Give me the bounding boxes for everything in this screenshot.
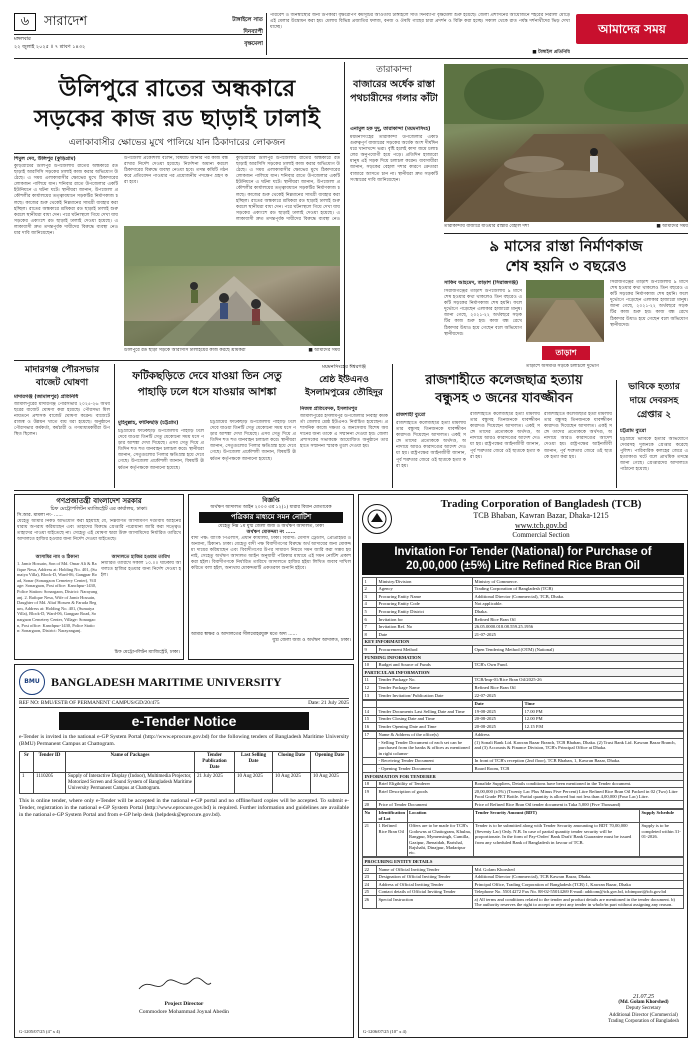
table-cell: 22-07-2025	[473, 691, 684, 699]
gov-notice-ref: সি.আর. মামলা নং- ......	[17, 513, 63, 518]
madargonj-headline: মাদারগঞ্জ পৌরসভার বাজেট ঘোষণা	[24, 365, 100, 388]
table-cell: 12.00 PM	[523, 715, 684, 723]
table-cell: Address	[473, 731, 684, 739]
tcb-website: www.tcb.gov.bd	[514, 521, 568, 530]
nine-months-stamp: তাড়াশ	[542, 346, 590, 360]
table-row	[363, 661, 684, 669]
table-cell: 13	[363, 691, 377, 699]
table-row	[363, 822, 684, 857]
table-row	[363, 691, 684, 699]
table-cell: 1	[363, 578, 377, 586]
table-cell: Tender Invitation/ Publication Date	[377, 691, 473, 699]
bmu-intro: e-Tender is invited in the national e-GP System Portal (http://www.eprocure.gov.bd) for the following tenders of Bangladesh Maritime University (BMU) Permanent Campus at Chattogram.	[19, 734, 349, 747]
summons-body: বাদী পক্ষ: ব্যাংক পিএলসি, প্রধান কার্যালয়, ঢাকা। বিবাদী: মেসার্স ট্রেডার্স, প্রোপ্রাইটর ও অন্যান্য, ঠিকানা: ঢাকা। যেহেতু বাদী পক্ষ বিবাদীগণের বিরুদ্ধে অর্থ আদায়ের জন্য মোকদ্দমা দায়ের করিয়াছেন এবং বিবাদীগণের উপর সাধারণ নিয়মে সমন জারি করা সম্ভব হয় নাই, সেহেতু অর্থঋণ আদালত আইন অনুযায়ী পত্রিকার মাধ্যমে এই সমন নোটিশ প্রকাশ করা হইল। বিবাদীগণকে নির্ধারিত তারিখে আদালতে হাজির হইয়া লিখিত জবাব দাখিল করিতে বলা হইল, অন্যথায় মোকদ্দমাটি একতরফা শুনানি হইবে।	[191, 536, 351, 572]
table-cell: Invitation for	[377, 615, 473, 623]
table-cell: Invitation Ref. No	[377, 623, 473, 631]
tarakandi-photo-caption: তারাকান্দায় বাজারে যাওয়ার রাস্তার বেহাল দশা	[444, 224, 529, 229]
table-cell: Bonafide Suppliers, Details conditions have been mentioned in the Tender document.	[473, 780, 684, 788]
issue-day: মঙ্গলবার	[14, 36, 31, 42]
summons-date-line: আমার স্বাক্ষর ও আদালতের সীলমোহরযুক্ত মতে অদ্য ......	[191, 632, 297, 637]
ear-line-2: দিনব্যাপী	[243, 29, 263, 35]
table-cell: - Opening Tender Document	[377, 765, 473, 773]
table-cell: 21-07-2025	[473, 631, 684, 639]
gov-notice-body: যেহেতু আমার নিকট অভিযোগ করা হইয়াছে যে, নিম্নবর্ণিত আসামিগণ দণ্ডবিধি আইনের ধারায় অপরাধ করিয়াছেন এবং তাহাদের বিরুদ্ধে গ্রেপ্তারি পরোয়ানা জারি করা সত্ত্বেও তাহাদের পাওয়া যাইতেছে না। সেহেতু এই ঘোষণা দ্বারা উক্ত আসামিদের নির্ধারিত তারিখে আদালতে হাজির হওয়ার জন্য নির্দেশ দেওয়া যাইতেছে।	[17, 519, 181, 543]
rajshahi-body-col-1: রাজশাহীতে কলেজছাত্র হত্যা মামলায় তার বন্ধুসহ তিনজনকে যাবজ্জীবন কারাদণ্ড দিয়েছেন আদালত। একই সঙ্গে তাদের প্রত্যেককে অর্থদণ্ড, অনাদায়ে আরও কারাদণ্ডের আদেশ দেওয়া হয়। রাষ্ট্রপক্ষের আইনজীবী জানান, পূর্ব শত্রুতার জেরে ওই ছাত্রকে হত্যা করা হয়।	[396, 421, 466, 469]
vabi-headline-1: ভাবিকে হত্যার	[628, 382, 680, 392]
bmu-table-header	[20, 752, 349, 773]
lead-headline-2: সড়কের কাজ রড ছাড়াই ঢালাই	[34, 106, 320, 132]
table-cell: 19	[363, 788, 377, 801]
nine-months-byline: সাকিব আহমেদ, তাড়াশ (সিরাজগঞ্জ)	[444, 280, 519, 286]
fatikchhari-headline: ফটিকছড়িতে দেবে যাওয়া তিন সেতু পাহাড়ি ঢলে ধসে যাওয়ার আশঙ্কা	[132, 370, 282, 398]
tcb-date-col: Date	[473, 700, 523, 708]
bmu-cell-open: 10 Aug 2025	[311, 773, 349, 794]
summons-sign: যুগ্ম জেলা জজ ও অর্থঋণ আদালত, ঢাকা।	[272, 638, 351, 643]
fatikchhari-body-col-1: চট্টগ্রামের ফটিকছড়ি উপজেলায় পাহাড়ি ঢলে দেবে যাওয়া তিনটি সেতু যেকোনো সময় ধসে পড়ার আশঙ্কা দেখা দিয়েছে। এসব সেতু দিয়ে প্রতিদিন শত শত যানবাহন চলাচল করে। স্থানীয়রা জানান, সেতুগুলোর পিলার ক্ষতিগ্রস্ত হয়ে দেবে গেছে। উপজেলা প্রকৌশলী জানান, বিষয়টি ঊর্ধ্বতন কর্তৃপক্ষকে জানানো হয়েছে।	[118, 429, 204, 471]
tcb-lot-col-location: Location	[407, 809, 473, 822]
table-row	[363, 739, 684, 757]
table-cell: Budget and Source of Funds	[377, 661, 473, 669]
table-row	[363, 631, 684, 639]
table-row	[363, 684, 684, 692]
nine-months-body-col-1: সিরাজগঞ্জের তাড়াশ উপজেলায় ৯ মাসে শেষ হওয়ার কথা থাকলেও তিন বছরেও একটি সড়কের নির্মাণকাজ শেষ হয়নি। ফলে দুর্ভোগে পড়েছেন এলাকার হাজারো মানুষ। জানা গেছে, ২০২১-২২ অর্থবছরে সড়কটির কাজ শুরু হয়। কাজ বন্ধ রেখে ঠিকাদার উধাও হয়ে গেছেন বলে অভিযোগ স্থানীয়দের।	[444, 289, 522, 337]
tarakandi-photo	[444, 64, 688, 222]
table-cell	[363, 757, 377, 765]
tcb-lot-schedule: Supply is to be completed within 31-01-2026.	[640, 822, 684, 857]
tcb-sign-title-3: Trading Corporation of Bangladesh	[607, 1018, 679, 1024]
table-cell: Name & Address of the office(s)	[377, 731, 473, 739]
madargonj-byline: মাদারগঞ্জ (জামালপুর) প্রতিনিধি	[14, 394, 79, 400]
table-cell: Brief Eligibility of Tenderer	[377, 780, 473, 788]
tcb-headline-1: Invitation For Tender (National) for Purchase of	[394, 546, 652, 558]
tcb-lot-id: 1 Refined Rice Bran Oil	[377, 822, 408, 857]
tcb-lot-col-no: No	[363, 809, 377, 822]
table-row	[363, 715, 684, 723]
summons-banner: পত্রিকার মাধ্যমে সমন নোটিশ	[199, 512, 343, 523]
ishwarganj-kicker: ময়মনসিংহের ঈশ্বরগঞ্জ	[322, 364, 366, 370]
table-cell: a) All terms and conditions related to the tender and product details are mentioned in the tender document. b) The authority reserves the right to accept or reject any tender in whole/in part without assigning any reason.	[473, 896, 684, 909]
bmu-sign-title: Project Director	[164, 1001, 204, 1007]
gov-notice-left-label: আসামির নাম ও ঠিকানা	[35, 555, 79, 560]
tcb-headline-2: 20,00,000 (±5%) Litre Refined Rice Bran Oil	[406, 560, 640, 572]
lead-body-col-2: উপজেলা প্রকৌশলী বলেন, বিষয়টি জানার পর কাজ বন্ধ রাখার নির্দেশ দেওয়া হয়েছে। নির্দেশনা অমান্য করলে ঠিকাদারের বিরুদ্ধে ব্যবস্থা নেওয়া হবে। তদন্ত কমিটি গঠন করে প্রতিবেদন পাওয়ার পর প্রয়োজনীয় পদক্ষেপ গ্রহণ করা হবে।	[124, 156, 228, 186]
tohid-body: জামালপুরের ইসলামপুর উপজেলার নির্বাহী কর্মকর্তা জেলার শ্রেষ্ঠ ইউএনও নির্বাচিত হয়েছেন। প্রশাসনিক কাজে দক্ষতা ও জনসেবায় বিশেষ অবদানের জন্য তাকে এ সম্মাননা দেওয়া হয়। জেলা প্রশাসকের সভাকক্ষে আয়োজিত অনুষ্ঠানে তার হাতে সম্মাননা স্মারক তুলে দেওয়া হয়।	[300, 414, 388, 450]
tohid-headline: শ্রেষ্ঠ ইউএনও ইসলামপুরের তৌহিদুর	[305, 375, 383, 398]
tcb-sign-title-2: Additional Director (Commercial)	[609, 1012, 678, 1018]
tcb-lot-table	[362, 809, 684, 858]
ear-line-1: টাঙ্গাইলে সাত	[232, 17, 263, 23]
table-row	[363, 731, 684, 739]
table-cell: Address of Official Inviting Tender	[377, 881, 473, 889]
tcb-tender	[358, 494, 688, 1038]
table-cell: 20,00,000 (±5%) (Twenty Lac Plus Minus Five Percent) Litre Refined Rice Bran Oil Packed in 02 (Two) Litre Food Grade PET Bottle. Partial quantity is allowed but not less than 4,00,000 (Four Lac) Litre.	[473, 788, 684, 801]
table-cell: Procuring Entity Code	[377, 600, 473, 608]
table-row	[363, 788, 684, 801]
table-cell: Procuring Entity District	[377, 608, 473, 616]
lead-body-col-3: কুড়িগ্রামের উলিপুর উপজেলায় রাতের অন্ধকারে রড ছাড়াই আরসিসি সড়কের ঢালাই কাজ করার অভিযোগ উঠেছে। এ সময় এলাকাবাসীর ক্ষোভের মুখে ঠিকাদারের লোকজন পালিয়ে যান। শনিবার রাতে উপজেলার একটি ইউনিয়নে এ ঘটনা ঘটে। স্থানীয়রা জানান, উপজেলা প্রকৌশলীর কার্যালয়ের তত্ত্বাবধানে সড়কটির নির্মাণকাজ চলছে। কাজের শুরু থেকেই নিম্নমানের সামগ্রী ব্যবহার করা হচ্ছিল। রাতের অন্ধকারে শ্রমিকরা রড ছাড়াই ঢালাই শুরু করলে স্থানীয়রা বাধা দেন। পরে ঘটনাস্থলে গিয়ে দেখা যায় সড়কের একাংশে রড ছাড়াই ঢালাই দেওয়া হয়েছে। এলাকাবাসী দ্রুত তদন্তপূর্বক দায়ীদের বিরুদ্ধে ব্যবস্থা নেও	[236, 156, 340, 222]
nine-months-photo	[526, 280, 604, 342]
vabi-body: চট্টগ্রামে ভাবিকে হত্যার অভিযোগে দেবরসহ দুজনকে গ্রেপ্তার করেছে পুলিশ। পারিবারিক কলহের জেরে এ হত্যাকাণ্ড ঘটে বলে প্রাথমিক তদন্তে জানা গেছে। গ্রেপ্তারদের আদালতে পাঠানো হয়েছে।	[620, 437, 688, 473]
lead-body-col-1: কুড়িগ্রামের উলিপুর উপজেলায় রাতের অন্ধকারে রড ছাড়াই আরসিসি সড়কের ঢালাই কাজ করার অভিযোগ উঠেছে। এ সময় এলাকাবাসীর ক্ষোভের মুখে ঠিকাদারের লোকজন পালিয়ে যান। শনিবার রাতে উপজেলার একটি ইউনিয়নে এ ঘটনা ঘটে। স্থানীয়রা জানান, উপজেলা প্রকৌশলীর কার্যালয়ের তত্ত্বাবধানে সড়কটির নির্মাণকাজ চলছে। কাজের শুরু থেকেই নিম্নমানের সামগ্রী ব্যবহার করা হচ্ছিল। রাতের অন্ধকারে শ্রমিকরা রড ছাড়াই ঢালাই শুরু করলে স্থানীয়রা বাধা দেন। পরে ঘটনাস্থলে গিয়ে দেখা যায় সড়কের একাংশে রড ছাড়াই ঢালাই দেওয়া হয়েছে। এলাকাবাসী দ্রুত তদন্তপূর্বক দায়ীদের বিরুদ্ধে ব্যবস্থা নেওয়ার দাবি জানিয়েছেন।	[14, 164, 118, 237]
table-cell: Designation of Official Inviting Tender	[377, 873, 473, 881]
lead-subhead: এলাকাবাসীর ক্ষোভের মুখে পালিয়ে যান ঠিকাদারের লোকজন	[68, 138, 286, 148]
tarakandi-byline: এনামুল হক দুদু, তারাকান্দা (ময়মনসিংহ)	[350, 126, 431, 132]
bmu-col-pub: Tender Publication Date	[195, 752, 235, 773]
tcb-section-fund: FUNDING INFORMATION	[363, 653, 684, 661]
tcb-table-2	[362, 731, 684, 809]
nine-months-caption: তাড়াশে অসমাপ্ত সড়কে চলাচলে দুর্ভোগ	[526, 364, 599, 369]
bmu-col-open: Opening Date	[311, 752, 349, 773]
rajshahi-body-col-2: রাজশাহীতে কলেজছাত্র হত্যা মামলায় তার বন্ধুসহ তিনজনকে যাবজ্জীবন কারাদণ্ড দিয়েছেন আদালত। একই সঙ্গে তাদের প্রত্যেককে অর্থদণ্ড, অনাদায়ে আরও কারাদণ্ডের আদেশ দেওয়া হয়। রাষ্ট্রপক্ষের আইনজীবী জানান, পূর্ব শত্রুতার জেরে ওই ছাত্রকে হত্যা করা হয়।	[470, 412, 540, 460]
table-cell: 26	[363, 896, 377, 909]
table-cell: 10	[363, 661, 377, 669]
vabi-byline: চট্টগ্রাম ব্যুরো	[620, 428, 647, 434]
tcb-lot-header	[363, 809, 684, 822]
table-cell: Price of Tender Document	[377, 801, 473, 809]
gov-notice-title: গণপ্রজাতন্ত্রী বাংলাদেশ সরকার	[56, 497, 142, 505]
table-cell: 7	[363, 623, 377, 631]
table-cell: 8	[363, 631, 377, 639]
nine-months-photo-scene	[526, 280, 604, 342]
table-cell: Procuring Entity Name	[377, 593, 473, 601]
table-row	[363, 608, 684, 616]
nine-months-headline-2: শেষ হয়নি ৩ বছরেও	[505, 257, 627, 275]
bmu-cell-close: 10 Aug 2025	[273, 773, 311, 794]
table-row	[363, 600, 684, 608]
madargonj-body: জামালপুরের মাদারগঞ্জ পৌরসভার ২০২৫-২৬ অর্থবছরের বাজেট ঘোষণা করা হয়েছে। পৌরসভা মিলনায়তনে প্রশাসক বাজেট ঘোষণা করেন। বাজেটে রাজস্ব ও উন্নয়ন খাতে ব্যয় ধরা হয়েছে। অনুষ্ঠানে পৌরসভার কর্মকর্তা, কর্মচারী ও গণমাধ্যমকর্মীরা উপস্থিত ছিলেন।	[14, 402, 110, 438]
table-cell: Brief Description of goods	[377, 788, 473, 801]
tarakandi-photo-scene	[444, 64, 688, 222]
table-cell: - Selling Tender Document of each set can be purchased from the banks & offices as mentioned in right column-	[377, 739, 473, 757]
issue-date: ২২ জুলাই ২০২৫ ॥ ৭ শ্রাবণ ১৪৩২	[14, 44, 86, 50]
table-row	[363, 873, 684, 881]
table-row	[363, 888, 684, 896]
bmu-sign-name: Commodore Mohammad Joynal Abedin	[139, 1009, 229, 1015]
table-cell: 11	[363, 676, 377, 684]
table-cell: Tender Closing Date and Time	[377, 715, 473, 723]
tarakandi-headline: বাজারের অর্ধেক রাস্তা পথচারীদের গলার কাঁটা	[350, 79, 438, 104]
table-row	[20, 773, 349, 794]
table-row	[363, 866, 684, 874]
top-story-byline: ■ টাঙ্গাইল প্রতিনিধি	[532, 50, 570, 55]
tcb-sign-name: (Md. Golam Khorshed)	[618, 1000, 669, 1006]
tcb-lot-no: 21	[363, 822, 377, 857]
gov-notice	[14, 494, 184, 660]
table-cell: Refined Rice Bran Oil	[473, 684, 684, 692]
vabi-headline	[620, 380, 688, 424]
ear-box	[213, 14, 263, 52]
tcb-section-key: KEY INFORMATION	[363, 638, 684, 646]
table-cell: 19-08-2025	[473, 708, 523, 716]
bmu-gcode: G-1205/07/25 (4" x 4)	[19, 1029, 61, 1034]
table-cell: 18	[363, 780, 377, 788]
tcb-emblem-icon	[366, 508, 388, 530]
tcb-sign-date: 21.07.25	[632, 993, 654, 1000]
tcb-date-table	[362, 700, 684, 731]
lead-byline: শিমুল দেব, উলিপুর (কুড়িগ্রাম)	[14, 156, 76, 162]
table-cell: 6	[363, 615, 377, 623]
bmu-title: BANGLADESH MARITIME UNIVERSITY	[51, 675, 282, 689]
table-row	[363, 881, 684, 889]
bmu-cell-pub: 21 July 2025	[195, 773, 235, 794]
nine-months-headline-1: ৯ মাসের রাস্তা নির্মাণকাজ	[489, 237, 643, 255]
table-row	[363, 578, 684, 586]
table-cell	[363, 739, 377, 757]
table-cell: 12.15 P.M	[523, 723, 684, 731]
rajshahi-byline: রাজশাহী ব্যুরো	[396, 412, 426, 418]
table-cell: 17.00 PM	[523, 708, 684, 716]
lead-headline-1: উলিপুরে রাতের অন্ধকারে	[58, 76, 296, 102]
bmu-footer: This is online tender, where only e-Tender will be accepted in the national e-GP portal and no offline/hard copies will be accepted. To submit e-Tender, registration in the national e-GP System Portal (http://www.eprocure.gov.bd) is required. Further information and guidelines are available in the national e-GP System Portal and from e-GP help desk (helpdesk@eprocure.gov.bd).	[19, 798, 349, 818]
bmu-col-package: Name of Packages	[66, 752, 195, 773]
table-cell: 20-08-2025	[473, 715, 523, 723]
table-row	[363, 646, 684, 654]
rajshahi-headline-1: রাজশাহীতে কলেজছাত্র হত্যায়	[425, 373, 583, 388]
table-cell: Name of Official Inviting Tender	[377, 866, 473, 874]
table-row	[363, 757, 684, 765]
gov-notice-right-body: নির্ধারিত তারিখে সকাল ১০.০০ ঘটিকায় আদালতে হাজির হওয়ার জন্য নির্দেশ দেওয়া হইল।	[100, 561, 181, 579]
table-cell: Refined Rice Bran Oil	[473, 615, 684, 623]
table-row	[363, 585, 684, 593]
table-cell: Tender Package Name	[377, 684, 473, 692]
table-cell: Open Tendering Method (OTM) (National)	[473, 646, 684, 654]
table-row	[363, 765, 684, 773]
table-cell: 4	[363, 600, 377, 608]
table-cell: Trading Corporation of Bangladesh (TCB)	[473, 585, 684, 593]
table-cell: 26.05.0000.018.08.559.25.1956	[473, 623, 684, 631]
tcb-sign-title-1: Deputy Secretary	[626, 1006, 661, 1012]
table-cell: Ministry/Division	[377, 578, 473, 586]
fatikchhari-body-col-2: চট্টগ্রামের ফটিকছড়ি উপজেলায় পাহাড়ি ঢলে দেবে যাওয়া তিনটি সেতু যেকোনো সময় ধসে পড়ার আশঙ্কা দেখা দিয়েছে। এসব সেতু দিয়ে প্রতিদিন শত শত যানবাহন চলাচল করে। স্থানীয়রা জানান, সেতুগুলোর পিলার ক্ষতিগ্রস্ত হয়ে দেবে গেছে। উপজেলা প্রকৌশলী জানান, বিষয়টি ঊর্ধ্বতন কর্তৃপক্ষকে জানানো হয়েছে।	[210, 420, 296, 462]
tcb-lot-security: Tender is to be submitted along with Tender Security amounting to BDT 70,00,000 (Seventy Lac) Only. N.B. In case of partial quantity tender security will be proportionate. In the form of Pay-Order/ Bank Draft/ Bank Guarantee must be issued from any scheduled Bank of Bangladesh in favour of TCB.	[473, 822, 639, 857]
table-cell: Tender Package No.	[377, 676, 473, 684]
bmu-cell-sr: 1	[20, 773, 34, 794]
tcb-section-tenderer: INFORMATION FOR TENDERER	[363, 773, 684, 781]
table-cell: 22	[363, 866, 377, 874]
gov-notice-left-body: 1. Jamir Hossain, Son of Md. Omar Ali & Rafique Nesa, Address at: Holding No. 401, (Sumaiya Villa), Block-D, Ward-06, Gangpar Road, Sonar (Sonargaon Cemetery Center), Village: Sonargaon, Post office: Kanchpur-1430, Police Station: Sonargaon, District: Narayanganj. 2. Rafique Nesa, Wife of Jamir Hossain, Daughter of Md. Altaf Hossen & Faruda Begum, Address at: Holding No. 401, (Sumaiya Villa), Block-D, Ward-06, Gangpar Road, Sonargaon Cemetery Center, Village: Sonargaon, Post office: Kanchpur-1430, Police Station: Sonargaon, District: Narayanganj.	[17, 561, 98, 634]
tcb-table-3	[362, 857, 684, 909]
table-cell: In front of TCB's reception (2nd floor), TCB Bhaban, 1, Kawran Bazar, Dhaka.	[473, 757, 684, 765]
bmu-signature	[135, 975, 215, 995]
summons-court: যেহেতু নিম্ন ১ম যুগ্ম জেলা জজ ও অর্থঋণ আদালত, ঢাকা	[218, 524, 324, 529]
bmu-date: Date: 21 July 2025	[308, 700, 349, 706]
table-cell: 3	[363, 593, 377, 601]
section-title: সারাদেশ	[44, 14, 88, 29]
summons-case: অর্থঋণ মোকদ্দমা নং ......	[246, 530, 296, 535]
table-cell: 12	[363, 684, 377, 692]
table-cell: 16	[363, 723, 377, 731]
table-cell: Special Instruction	[377, 896, 473, 909]
tcb-section: Commercial Section	[512, 531, 570, 539]
bmu-col-sr: Sr	[20, 752, 34, 773]
table-cell: Principal Office, Trading Corporation of Bangladesh (TCB) 1, Kawran Bazar, Dhaka	[473, 881, 684, 889]
gov-notice-subtitle: চিফ মেট্রোপলিটন ম্যাজিস্ট্রেট এর কার্যালয়, ঢাকা।	[50, 506, 148, 512]
bmu-cell-package: Supply of Interactive Display (Indoor), Multimedia Projector, Motorized Screen and Sound System of Bangladesh Maritime University Permanent Campus at Chattogram.	[66, 773, 195, 794]
table-cell: Procurement Method	[377, 646, 473, 654]
table-cell: Ministry of Commerce.	[473, 578, 684, 586]
table-cell: TCB's Own Fund.	[473, 661, 684, 669]
table-cell: Tender Opening Date and Time	[377, 723, 473, 731]
tcb-logo	[362, 504, 392, 534]
table-row	[363, 593, 684, 601]
bmu-col-close: Closing Date	[273, 752, 311, 773]
table-row	[363, 780, 684, 788]
fatikchhari-byline: মুহিবুল্লাহ, ফটিকছড়ি (চট্টগ্রাম)	[118, 420, 179, 426]
table-cell: Tender Documents Last Selling Date and Time	[377, 708, 473, 716]
lead-photo	[124, 226, 340, 346]
tcb-address: TCB Bhaban, Kawran Bazar, Dhaka-1215	[473, 511, 609, 520]
table-cell: (1) Sonali Bank Ltd. Kawran Bazar Branch, TCB Bhaban, Dhaka. (2) Trust Bank Ltd. Kawran Bazar Branch, and (3) Accounts & Finance Division, TCB's Principal Office at Dhaka.	[473, 739, 684, 757]
tcb-lot-col-id: Identification of Lot	[378, 810, 406, 821]
table-cell: 24	[363, 881, 377, 889]
table-cell: Md. Golam Khorshed	[473, 866, 684, 874]
bmu-cell-sell: 10 Aug 2025	[235, 773, 273, 794]
table-cell	[363, 765, 377, 773]
table-cell: Price of Refined Rice Bran Oil tender document is Taka 5,000 (Five Thousand)	[473, 801, 684, 809]
tcb-time-col: Time	[523, 700, 684, 708]
tohid-byline: নিজস্ব প্রতিবেদক, ইসলামপুর	[300, 406, 358, 412]
bmu-cell-id: 1110205	[34, 773, 66, 794]
table-cell: 20	[363, 801, 377, 809]
summons-notice	[188, 494, 354, 660]
table-row	[363, 723, 684, 731]
summons-title: বিজ্ঞপ্তি	[262, 497, 280, 504]
ear-line-3: বৃক্ষমেলা	[244, 41, 263, 47]
table-row	[363, 623, 684, 631]
tcb-gcode: G-1206/07/25 (10" x 4)	[363, 1029, 407, 1034]
table-cell: TCB/Imp-01/Rice Bran Oil/2025-26	[473, 676, 684, 684]
table-cell: Agency	[377, 585, 473, 593]
tcb-title: Trading Corporation of Bangladesh (TCB)	[440, 498, 642, 510]
table-cell: 15	[363, 715, 377, 723]
table-cell: 14	[363, 708, 377, 716]
table-cell: - Receiving Tender Document	[377, 757, 473, 765]
gov-notice-sign: চিফ মেট্রোপলিটন ম্যাজিস্ট্রেট, ঢাকা।	[114, 650, 180, 655]
vabi-headline-2: দায়ে দেবরসহ	[629, 396, 679, 406]
bmu-tender-table	[19, 751, 349, 794]
tcb-section-official: PROCURING ENTITY DETAILS	[363, 858, 684, 866]
table-row	[363, 708, 684, 716]
tcb-lot-col-schedule: Supply Schedule	[640, 809, 684, 822]
table-cell: Board Room, TCB	[473, 765, 684, 773]
bmu-notice-title: e-Tender Notice	[59, 712, 309, 730]
tcb-table	[362, 577, 684, 700]
rajshahi-headline-2: বন্ধুসহ ৩ জনের যাবজ্জীবন	[435, 391, 573, 406]
table-cell: 2	[363, 585, 377, 593]
table-cell: 23	[363, 873, 377, 881]
table-row	[363, 801, 684, 809]
table-cell: 5	[363, 608, 377, 616]
nine-months-body-col-3: সিরাজগঞ্জের তাড়াশ উপজেলায় ৯ মাসে শেষ হওয়ার কথা থাকলেও তিন বছরেও একটি সড়কের নির্মাণকাজ শেষ হয়নি। ফলে দুর্ভোগে পড়েছেন এলাকার হাজারো মানুষ। জানা গেছে, ২০২১-২২ অর্থবছরে সড়কটির কাজ শুরু হয়। কাজ বন্ধ রেখে ঠিকাদার উধাও হয়ে গেছেন বলে অভিযোগ স্থানীয়দের।	[610, 280, 688, 328]
page-number: ৬	[14, 13, 36, 31]
tarakandi-photo-credit: ■ আমাদের সময়	[656, 224, 688, 229]
bmu-col-id: Tender ID	[34, 752, 66, 773]
table-row	[363, 896, 684, 909]
bmu-ref: REF NO: BMU/ESTB OF PERMANENT CAMPUS/GD/20/475	[19, 700, 160, 706]
vabi-headline-3: গ্রেপ্তার ২	[636, 410, 672, 420]
table-cell: Not applicable.	[473, 600, 684, 608]
table-cell: Telephone No. 55014272 Fax No. 88-02-55014269 E-mail: addcom@tcb.gov.bd, tcbimport@tcb.gov.bd	[473, 888, 684, 896]
table-cell: 20-08-2025	[473, 723, 523, 731]
table-cell: Additional Director (Commercial), TCB Kawran Bazar, Dhaka.	[473, 873, 684, 881]
bmu-tender	[14, 664, 354, 1038]
tcb-lot-location: Offers are to be made for TCB's Godowns at Chattogram, Khulna, Rangpur, Mymensingh, Cumilla, Gazipur, Jhenaidah, Barishal, Rajshahi, Dinajpur, Madaripur etc.	[407, 822, 473, 857]
lead-photo-scene	[124, 226, 340, 346]
tcb-date-header	[363, 700, 684, 708]
newspaper-logo: আমাদের সময়	[576, 14, 688, 44]
top-story-text: পরিবেশ ও জনস্বাস্থ্যের জন্য উপকারী বৃক্ষরোপণ কর্মসূচির আওতায় টাঙ্গাইলে সাত দিনব্যাপী বৃক্ষমেলা শুরু হয়েছে। জেলা প্রশাসনের আয়োজনে শহরের নিরালা মোড়ে এই মেলার উদ্বোধন করা হয়। মেলায় বিভিন্ন প্রজাতির ফলজ, বনজ ও ঔষধি গাছের চারা প্রদর্শন ও বিক্রি করা হচ্ছে। সকাল থেকে রাত পর্যন্ত দর্শনার্থীদের ভিড় দেখা যাচ্ছে।	[270, 13, 570, 31]
table-cell: 9	[363, 646, 377, 654]
table-cell: 17	[363, 731, 377, 739]
tarakandi-body-col-1: ময়মনসিংহের তারাকান্দা উপজেলার একটি গুরুত্বপূর্ণ বাজারের সড়কের অর্ধেক অংশ দীর্ঘদিন ধরে খানাখন্দে ভরা। বৃষ্টি হলেই কাদা জমে চলাচলের অনুপযোগী হয়ে পড়ে। প্রতিদিন হাজারো মানুষ এই সড়ক দিয়ে চলাচল করেন। ব্যবসায়ীরা জানান, সড়কের বেহাল দশার কারণে ক্রেতারা বাজারে আসতে চান না। স্থানীয়রা দ্রুত সড়কটি সংস্কারের দাবি জানিয়েছেন।	[350, 135, 438, 183]
rajshahi-body-col-3: রাজশাহীতে কলেজছাত্র হত্যা মামলায় তার বন্ধুসহ তিনজনকে যাবজ্জীবন কারাদণ্ড দিয়েছেন আদালত। একই সঙ্গে তাদের প্রত্যেককে অর্থদণ্ড, অনাদায়ে আরও কারাদণ্ডের আদেশ দেওয়া হয়। রাষ্ট্রপক্ষের আইনজীবী জানান, পূর্ব শত্রুতার জেরে ওই ছাত্রকে হত্যা করা হয়।	[544, 412, 612, 460]
table-cell: 25	[363, 888, 377, 896]
table-cell: Date	[377, 631, 473, 639]
gov-notice-right-label: আদালতে হাজির হওয়ার তারিখ	[111, 555, 170, 560]
table-cell: Dhaka.	[473, 608, 684, 616]
table-cell: Additional Director (Commercial), TCB, Dhaka.	[473, 593, 684, 601]
table-row	[363, 615, 684, 623]
lead-photo-caption: উলিপুরে রড ছাড়া সড়কে আরসিসি ঢালাইয়ের কাজ করছে শ্রমিকরা	[124, 348, 246, 353]
lead-photo-credit: ■ আমাদের সময়	[308, 348, 340, 353]
tcb-section-particular: PARTICULAR INFORMATION	[363, 669, 684, 677]
table-row	[363, 676, 684, 684]
bmu-logo: BMU	[19, 669, 45, 695]
tcb-lot-col-security: Tender Security Amount (BDT)	[473, 809, 639, 822]
table-cell: Contact details of Official Inviting Tender	[377, 888, 473, 896]
tarakandi-kicker: তারাকান্দা	[376, 65, 412, 75]
bmu-col-sell: Last Selling Date	[235, 752, 273, 773]
summons-line: অর্থঋণ আদালত আইন ২০০৩ এর ১২(১) ধারার বিধান মোতাবেক	[210, 505, 332, 510]
